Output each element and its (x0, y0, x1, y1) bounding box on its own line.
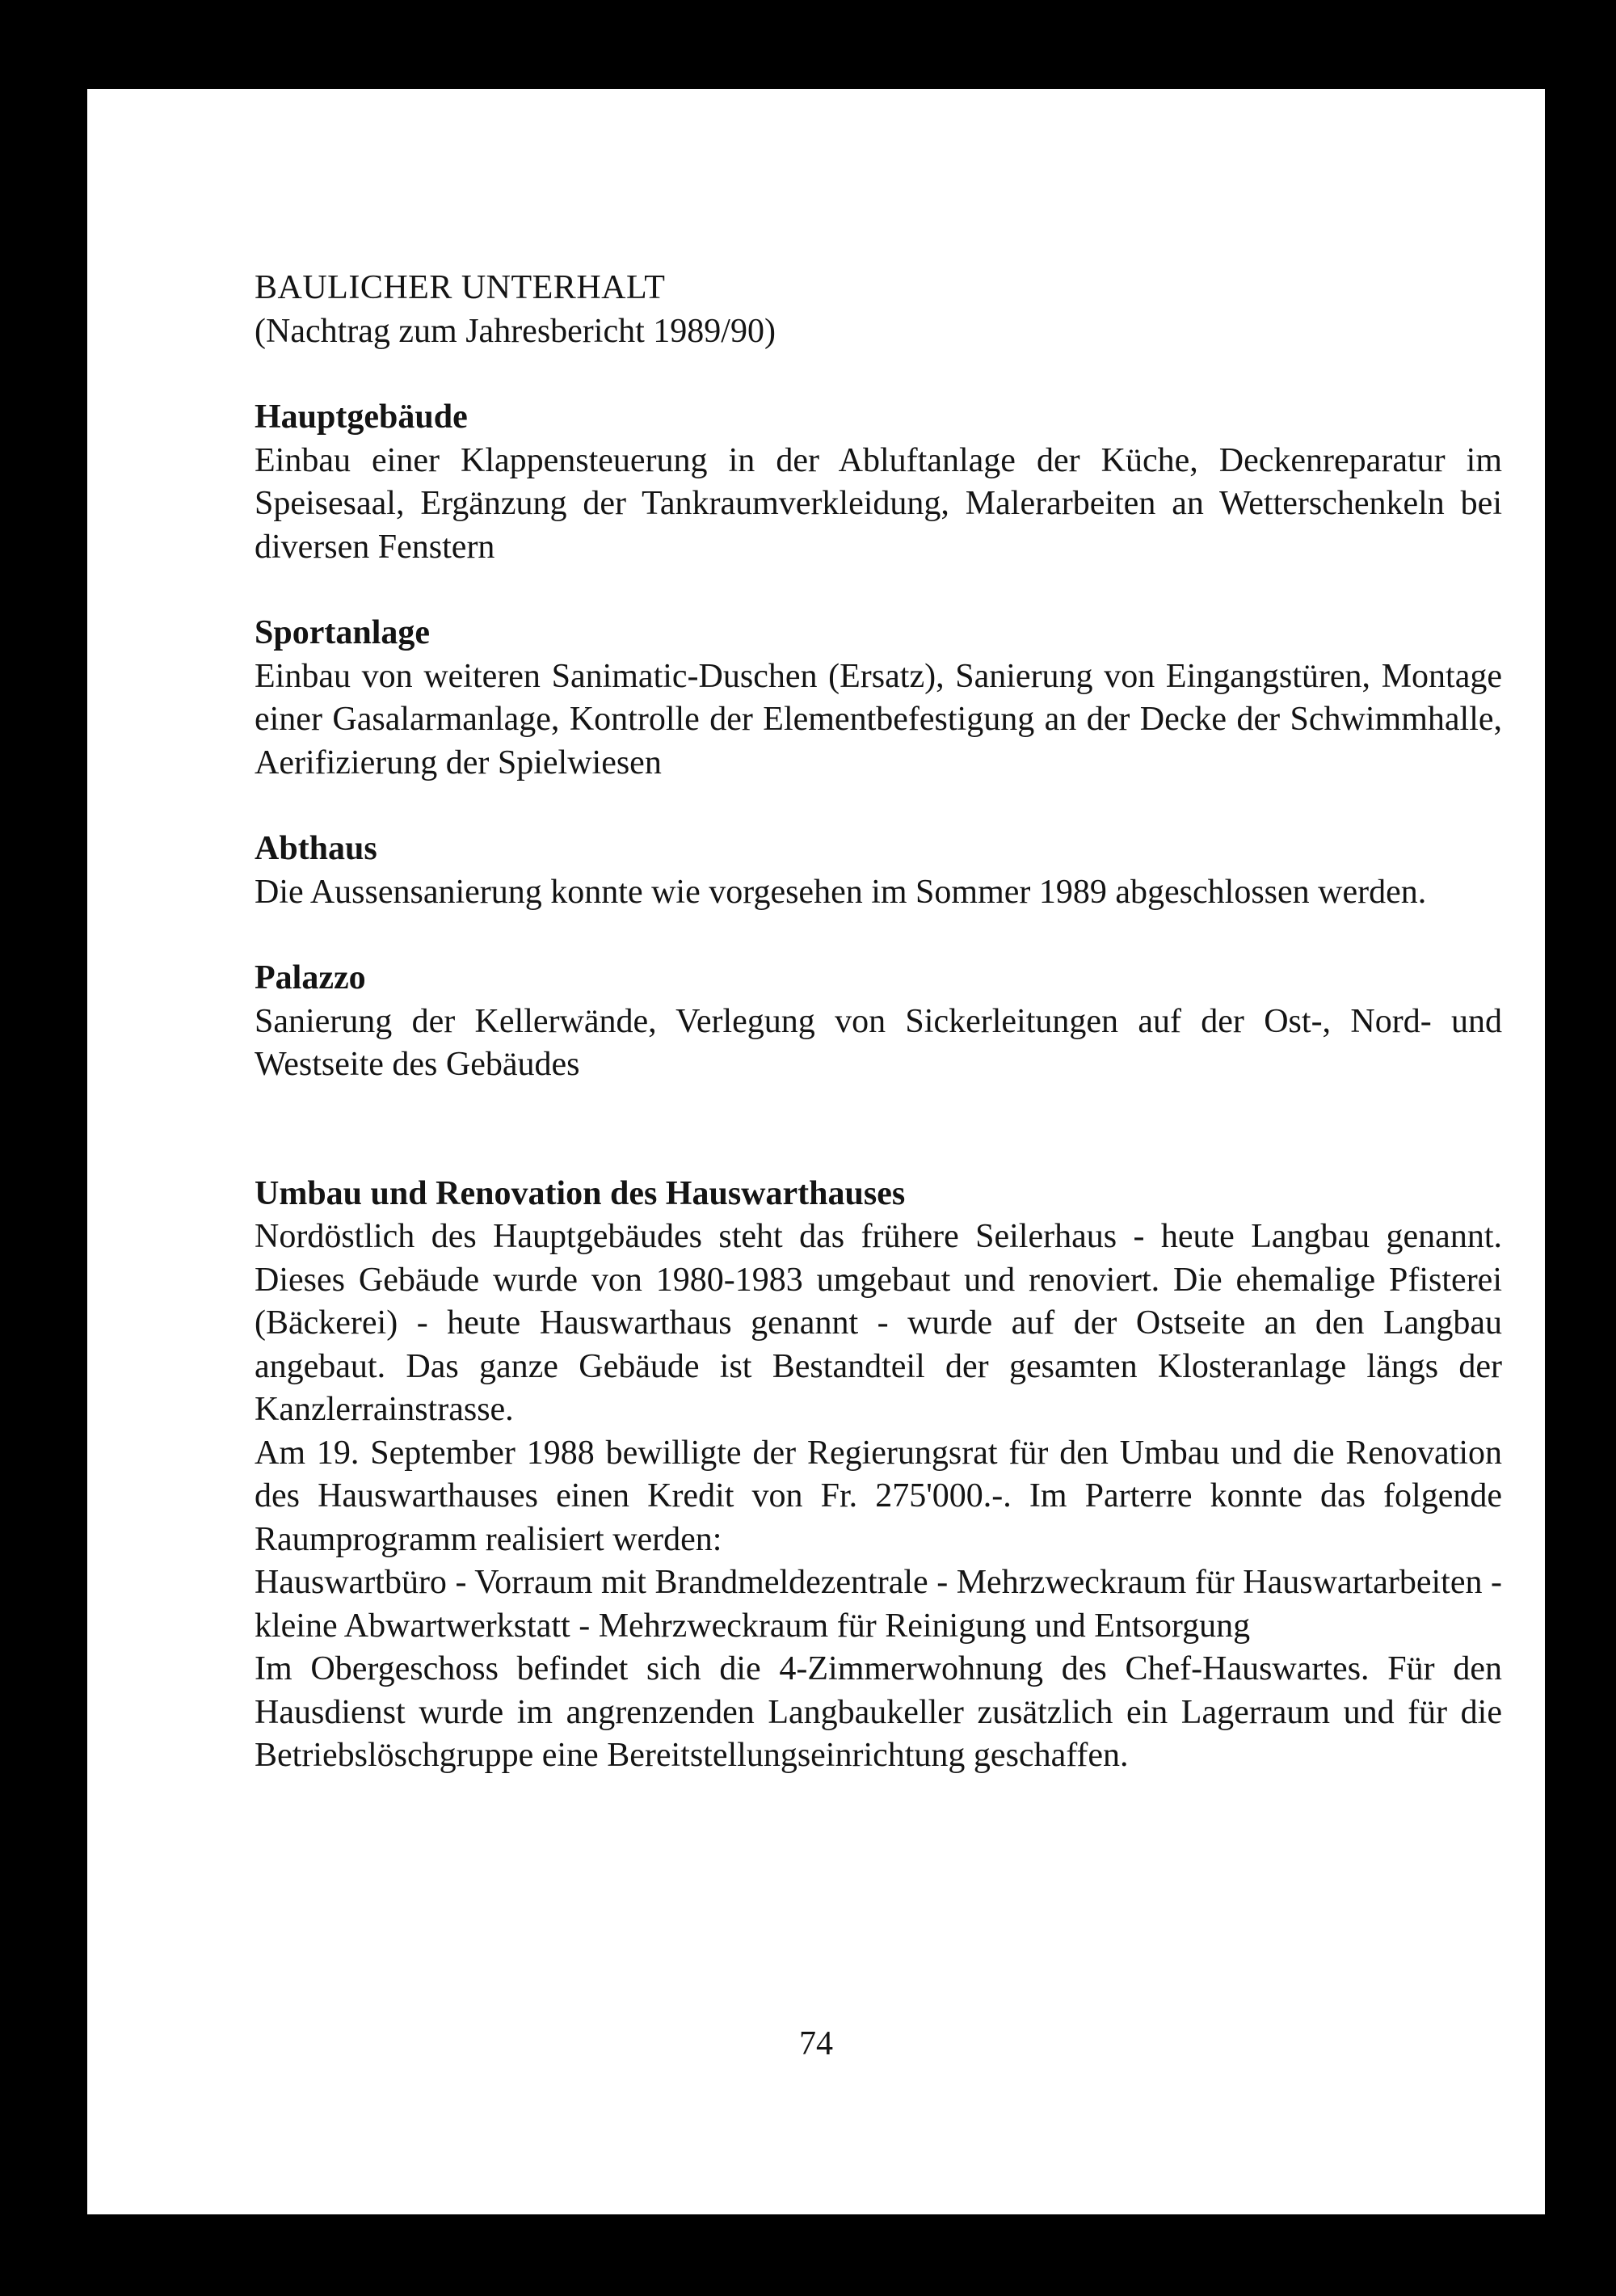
section-paragraph: Die Aussensanierung konnte wie vorgesehen im Sommer 1989 abgeschlossen werden. (255, 873, 1427, 911)
section-hauptgebaeude (255, 396, 1502, 569)
section-paragraph: Einbau von weiteren Sanimatic-Duschen (Ersatz), Sanierung von Eingangstüren, Montage einer Gasalarmanlage, Kontrolle der Elementbefestigung an der Decke der Schwimmhalle, Aerifizierung der Spielwiesen (255, 657, 1502, 781)
page-number: 74 (799, 2025, 833, 2062)
section-heading: Hauptgebäude (255, 398, 468, 436)
section-heading: Umbau und Renovation des Hauswarthauses (255, 1174, 906, 1212)
section-palazzo (255, 957, 1502, 1087)
section-heading: Sportanlage (255, 614, 431, 651)
section-paragraph: Am 19. September 1988 bewilligte der Regierungsrat für den Umbau und die Renovation des Hauswarthauses einen Kredit von Fr. 275'000.-. Im Parterre konnte das folgende Raumprogramm realisiert werden: (255, 1434, 1502, 1558)
section-paragraph: Einbau einer Klappensteuerung in der Abluftanlage der Küche, Deckenreparatur im Speisesaal, Ergänzung der Tankraumverkleidung, Malerarbeiten an Wetterschenkeln bei diversen Fenstern (255, 441, 1502, 566)
section-sportanlage (255, 612, 1502, 785)
section-heading: Abthaus (255, 830, 377, 867)
section-paragraph: Im Obergeschoss befindet sich die 4-Zimmerwohnung des Chef-Hauswartes. Für den Hausdienst wurde im angrenzenden Langbaukeller zusätzlich ein Lagerraum und für die Betriebslöschgruppe eine Bereitstellungseinrichtung geschaffen. (255, 1650, 1502, 1774)
section-paragraph: Sanierung der Kellerwände, Verlegung von Sickerleitungen auf der Ost-, Nord- und Westseite des Gebäudes (255, 1002, 1502, 1083)
section-paragraph: Nordöstlich des Hauptgebäudes steht das frühere Seilerhaus - heute Langbau genannt. Dieses Gebäude wurde von 1980-1983 umgebaut und renoviert. Die ehemalige Pfisterei (Bäckerei) - heute Hauswarthaus genannt - wurde auf der Ostseite an den Langbau angebaut. Das ganze Gebäude ist Bestandteil der gesamten Klosteranlage längs der Kanzlerrainstrasse. (255, 1218, 1502, 1428)
section-paragraph: Hauswartbüro - Vorraum mit Brandmeldezentrale - Mehrzweckraum für Hauswartarbeiten - kleine Abwartwerkstatt - Mehrzweckraum für Reinigung und Entsorgung (255, 1564, 1502, 1645)
document-subtitle: (Nachtrag zum Jahresbericht 1989/90) (255, 312, 776, 350)
page-content (255, 267, 1502, 1821)
section-hauswarthaus (255, 1173, 1502, 1778)
document-page (87, 89, 1545, 2214)
document-title: BAULICHER UNTERHALT (255, 269, 666, 306)
section-abthaus (255, 828, 1502, 914)
section-heading: Palazzo (255, 959, 366, 996)
